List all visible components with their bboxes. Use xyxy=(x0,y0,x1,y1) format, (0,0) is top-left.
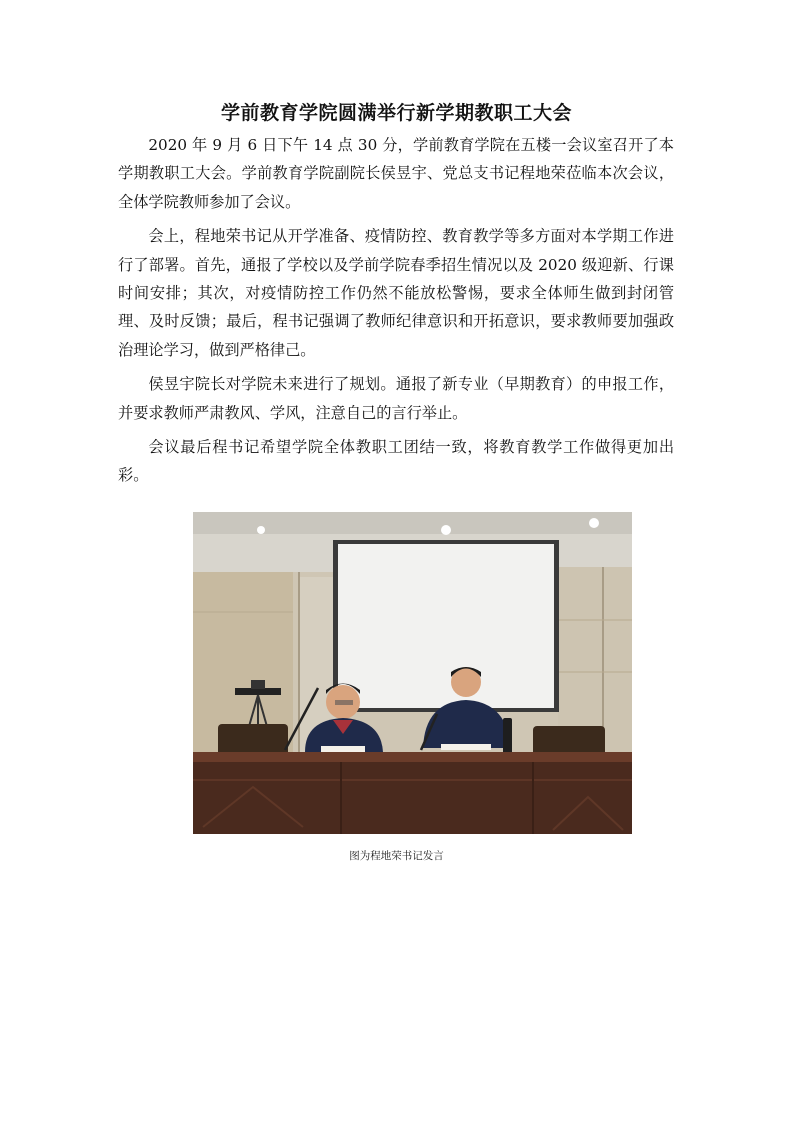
meeting-photo xyxy=(193,512,632,834)
paragraph-4: 会议最后程书记希望学院全体教职工团结一致，将教育教学工作做得更加出彩。 xyxy=(118,438,674,485)
paragraph-1: 2020 年 9 月 6 日下午 14 点 30 分，学前教育学院在五楼一会议室召开了本学期教职工大会。学前教育学院副院长侯昱宇、党总支书记程地荣莅临本次会议，全体学院教师参加了会议。 xyxy=(118,136,674,211)
paragraph-2: 会上，程地荣书记从开学准备、疫情防控、教育教学等多方面对本学期工作进行了部署。首先，通报了学校以及学前学院春季招生情况以及 2020 级迎新、行课时间安排；其次，对疫情防控工作仍然不能放松警惕，要求全体师生做到封闭管理、及时反馈；最后，程书记强调了教师纪律意识和开拓意识，要求教师要加强政治理论学习，做到严格律己。 xyxy=(118,227,674,359)
article-body xyxy=(118,131,674,496)
photo-caption: 图为程地荣书记发言 xyxy=(349,850,444,862)
paragraph-3: 侯昱宇院长对学院未来进行了规划。通报了新专业（早期教育）的申报工作，并要求教师严肃教风、学风，注意自己的言行举止。 xyxy=(118,375,674,422)
article-title: 学前教育学院圆满举行新学期教职工大会 xyxy=(220,102,572,124)
